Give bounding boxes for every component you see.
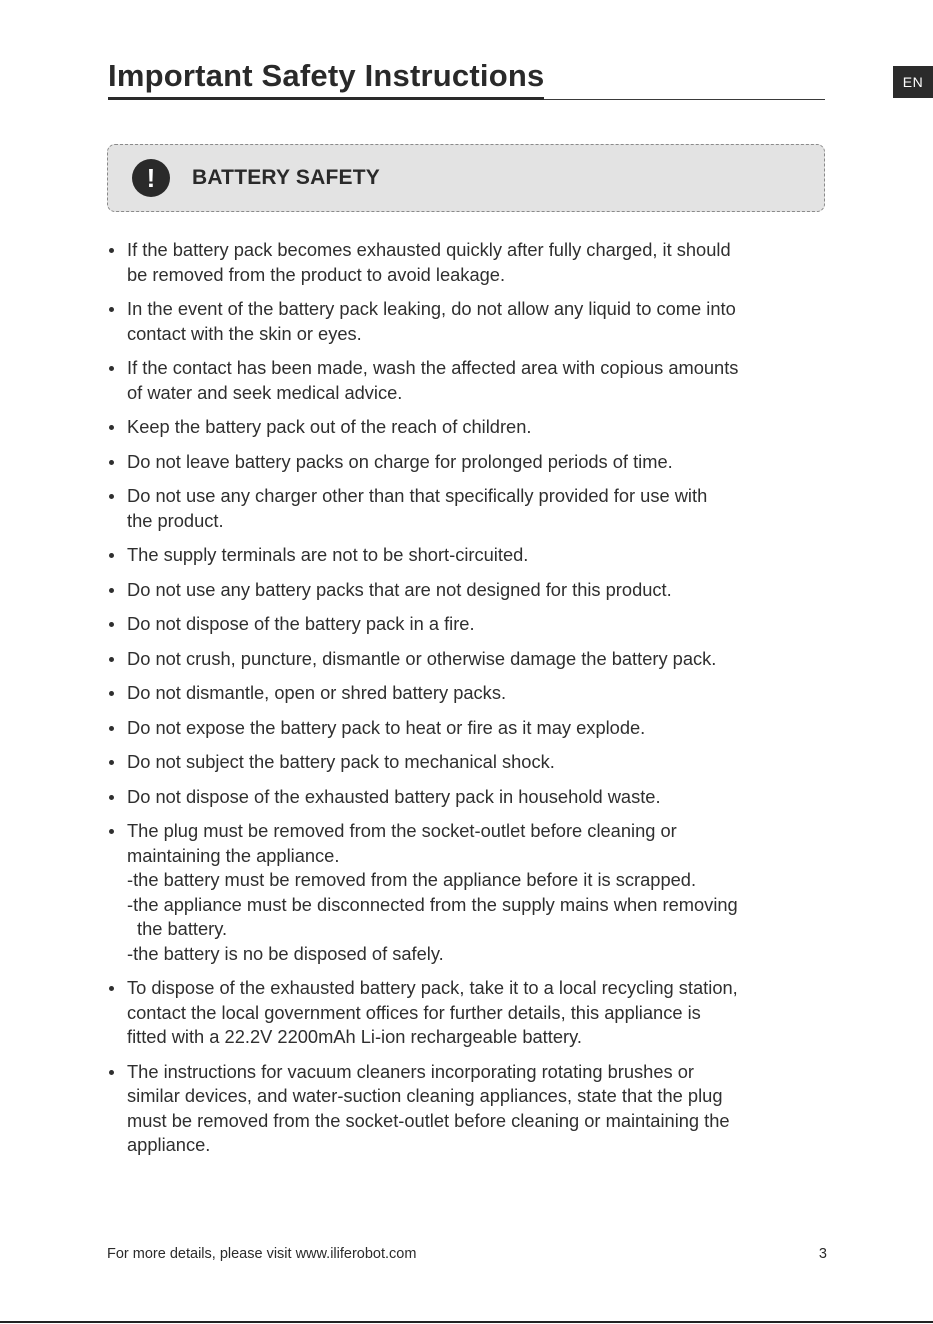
list-item	[107, 976, 833, 1050]
bullet-icon	[109, 986, 114, 991]
bullet-icon	[109, 691, 114, 696]
battery-safety-banner	[107, 144, 825, 212]
list-item	[107, 450, 833, 475]
list-item-subline: -the battery must be removed from the appliance before it is scrapped.	[127, 869, 697, 890]
list-item-line: If the battery pack becomes exhausted quickly after fully charged, it should	[127, 239, 731, 260]
list-item-line: Do not leave battery packs on charge for prolonged periods of time.	[127, 450, 673, 472]
list-item	[107, 716, 833, 741]
list-item-line: be removed from the product to avoid leakage.	[127, 263, 506, 285]
page-title: Important Safety Instructions	[108, 56, 544, 100]
list-item	[107, 681, 833, 706]
bullet-icon	[109, 307, 114, 312]
list-item	[107, 750, 833, 775]
page-header	[108, 56, 825, 100]
list-item-line: In the event of the battery pack leaking, do not allow any liquid to come into	[127, 298, 736, 319]
list-item	[107, 1060, 833, 1158]
list-item-subline: -the appliance must be disconnected from the supply mains when removing	[127, 893, 738, 915]
list-item	[107, 484, 833, 533]
bullet-icon	[109, 366, 114, 371]
bullet-icon	[109, 829, 114, 834]
list-item	[107, 297, 833, 346]
footer-website-text: For more details, please visit www.iliferobot.com	[107, 1246, 417, 1262]
list-item-line: Keep the battery pack out of the reach of children.	[127, 416, 532, 437]
list-item	[107, 785, 833, 810]
list-item-line: To dispose of the exhausted battery pack, take it to a local recycling station,	[127, 977, 738, 998]
page-number: 3	[818, 1246, 827, 1262]
list-item-line: Do not dismantle, open or shred battery packs.	[127, 682, 507, 703]
list-item-line: maintaining the appliance.	[127, 844, 340, 866]
bullet-icon	[109, 795, 114, 800]
list-item-line: Do not subject the battery pack to mechanical shock.	[127, 751, 555, 772]
banner-title: BATTERY SAFETY	[192, 166, 380, 189]
bullet-icon	[109, 726, 114, 731]
list-item-subline: the battery.	[137, 918, 228, 939]
bullet-icon	[109, 425, 114, 430]
list-item	[107, 819, 833, 966]
list-item-line: Do not use any battery packs that are not designed for this product.	[127, 578, 672, 600]
list-item-line: similar devices, and water-suction cleaning appliances, state that the plug	[127, 1085, 723, 1106]
list-item	[107, 356, 833, 405]
list-item-line: If the contact has been made, wash the affected area with copious amounts	[127, 357, 739, 378]
bullet-icon	[109, 248, 114, 253]
list-item-line: fitted with a 22.2V 2200mAh Li-ion rechargeable battery.	[127, 1026, 582, 1047]
list-item-line: contact the local government offices for further details, this appliance is	[127, 1001, 701, 1023]
bullet-icon	[109, 494, 114, 499]
list-item-line: The instructions for vacuum cleaners incorporating rotating brushes or	[127, 1060, 694, 1082]
language-tab: EN	[893, 66, 933, 98]
list-item-line: Do not crush, puncture, dismantle or otherwise damage the battery pack.	[127, 647, 717, 669]
list-item-line: Do not use any charger other than that specifically provided for use with	[127, 485, 708, 506]
bullet-icon	[109, 1070, 114, 1075]
bullet-icon	[109, 657, 114, 662]
list-item	[107, 612, 833, 637]
list-item-subline: -the battery is no be disposed of safely.	[127, 942, 444, 964]
bullet-icon	[109, 588, 114, 593]
list-item-line: The plug must be removed from the socket-outlet before cleaning or	[127, 820, 677, 841]
list-item-line: the product.	[127, 509, 224, 531]
list-item	[107, 238, 833, 287]
page-bottom-rule	[0, 1321, 933, 1323]
list-item-line: appliance.	[127, 1134, 211, 1155]
list-item-line: of water and seek medical advice.	[127, 381, 403, 403]
list-item-line: must be removed from the socket-outlet before cleaning or maintaining the	[127, 1109, 730, 1131]
list-item-line: Do not expose the battery pack to heat or fire as it may explode.	[127, 716, 646, 738]
exclamation-circle-icon: !	[132, 159, 170, 197]
list-item	[107, 415, 833, 440]
list-item	[107, 578, 833, 603]
list-item-line: Do not dispose of the battery pack in a fire.	[127, 613, 475, 634]
list-item-line: The supply terminals are not to be short-circuited.	[127, 544, 529, 565]
list-item-line: contact with the skin or eyes.	[127, 322, 362, 344]
list-item-line: Do not dispose of the exhausted battery pack in household waste.	[127, 785, 661, 807]
bullet-icon	[109, 760, 114, 765]
bullet-icon	[109, 460, 114, 465]
list-item	[107, 647, 833, 672]
bullet-icon	[109, 622, 114, 627]
safety-instructions-list	[107, 238, 833, 1168]
bullet-icon	[109, 553, 114, 558]
list-item	[107, 543, 833, 568]
